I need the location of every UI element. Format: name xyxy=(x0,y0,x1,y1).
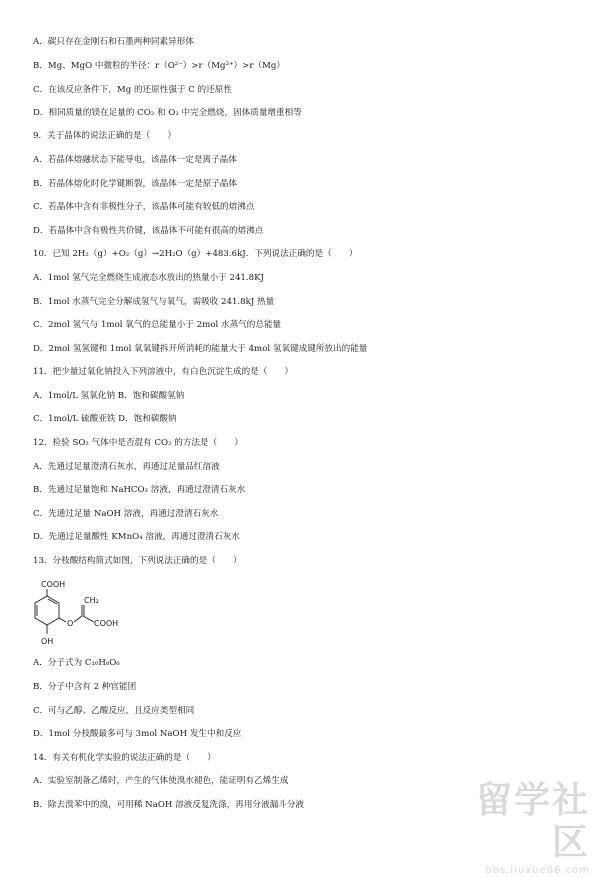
option-c-q8: C．在该反应条件下，Mg 的还原性强于 C 的还原性 xyxy=(33,85,232,95)
bond-carboxyl xyxy=(83,616,94,622)
question-10: 10．已知 2H₂（g）+O₂（g）→2H₂O（g）+483.6kJ．下列说法正确的是（ ） xyxy=(33,249,358,259)
watermark-url: bbs.liuxue86.com xyxy=(485,865,590,876)
question-9: 9．关于晶体的说法正确的是（ ） xyxy=(33,131,176,141)
option-a-q12: A．先通过足量澄清石灰水，再通过足量品红溶液 xyxy=(33,462,220,472)
option-c-q9: C．若晶体中含有非极性分子，该晶体可能有较低的熔沸点 xyxy=(33,202,255,212)
option-b-q14: B．除去溴苯中的溴，可用稀 NaOH 溶液反复洗涤，再用分液漏斗分液 xyxy=(33,800,304,810)
structure-label-cooh-right: COOH xyxy=(94,619,119,628)
option-a-q8: A．碳只存在金刚石和石墨两种同素异形体 xyxy=(33,37,194,47)
question-12: 12．检验 SO₂ 气体中是否混有 CO₂ 的方法是（ ） xyxy=(33,438,243,448)
option-c-q10: C．2mol 氢气与 1mol 氧气的总能量小于 2mol 水蒸气的总能量 xyxy=(33,320,282,330)
option-b-q9: B．若晶体熔化时化学键断裂，该晶体一定是原子晶体 xyxy=(33,179,237,189)
option-c-q13: C．可与乙醇、乙酸反应，且反应类型相同 xyxy=(33,706,195,716)
ring xyxy=(35,596,59,625)
option-d-q10: D．2mol 氢氢键和 1mol 氧氧键拆开所消耗的能量大于 4mol 氢氧键成键所放出的能量 xyxy=(33,344,368,354)
option-b-q8: B．Mg、MgO 中微粒的半径：r（O²⁻）>r（Mg²⁺）>r（Mg） xyxy=(33,61,285,71)
structure-label-oh: OH xyxy=(41,637,54,646)
option-b-q10: B．1mol 水蒸气完全分解成氢气与氧气，需吸收 241.8kJ 热量 xyxy=(33,297,275,307)
bond-ether-right xyxy=(74,616,82,622)
options-ab-q11: A．1mol/L 氢氧化钠 B．饱和碳酸氢钠 xyxy=(33,391,185,401)
option-b-q12: B．先通过足量饱和 NaHCO₃ 溶液，再通过澄清石灰水 xyxy=(33,485,246,495)
options-cd-q11: C．1mol/L 硫酸亚铁 D．饱和碳酸钠 xyxy=(33,414,177,424)
option-a-q13: A．分子式为 C₁₀H₈O₆ xyxy=(33,658,120,668)
option-d-q9: D．若晶体中含有极性共价键，该晶体不可能有很高的熔沸点 xyxy=(33,226,264,236)
question-13: 13．分枝酸结构简式如图，下列说法正确的是（ ） xyxy=(33,556,242,566)
option-a-q9: A．若晶体熔融状态下能导电，该晶体一定是离子晶体 xyxy=(33,155,237,165)
question-14: 14．有关有机化学实验的说法正确的是（ ） xyxy=(33,753,216,763)
option-d-q8: D．相同质量的镁在足量的 CO₂ 和 O₂ 中完全燃烧，固体质量增重相等 xyxy=(33,108,302,118)
structure-label-o: O xyxy=(67,619,74,628)
structure-label-cooh-top: COOH xyxy=(41,580,66,589)
option-b-q13: B．分子中含有 2 种官能团 xyxy=(33,682,137,692)
option-a-q10: A．1mol 氢气完全燃烧生成液态水放出的热量小于 241.8KJ xyxy=(33,273,264,283)
option-c-q12: C．先通过足量 NaOH 溶液，再通过澄清石灰水 xyxy=(33,509,219,519)
structure-label-ch2: CH₂ xyxy=(84,596,99,605)
watermark-logo: 留学社区 xyxy=(475,780,590,863)
option-d-q13: D．1mol 分枝酸最多可与 3mol NaOH 发生中和反应 xyxy=(33,729,242,739)
option-a-q14: A．实验室制备乙烯时，产生的气体使溴水褪色，能证明有乙烯生成 xyxy=(33,776,289,786)
watermark xyxy=(440,780,590,876)
bond-ether-left xyxy=(59,618,66,622)
chorismic-acid-structure xyxy=(22,578,152,652)
question-11: 11．把少量过氧化钠投入下列溶液中，有白色沉淀生成的是（ ） xyxy=(33,367,294,377)
option-d-q12: D．先通过足量酸性 KMnO₄ 溶液，再通过澄清石灰水 xyxy=(33,532,240,542)
